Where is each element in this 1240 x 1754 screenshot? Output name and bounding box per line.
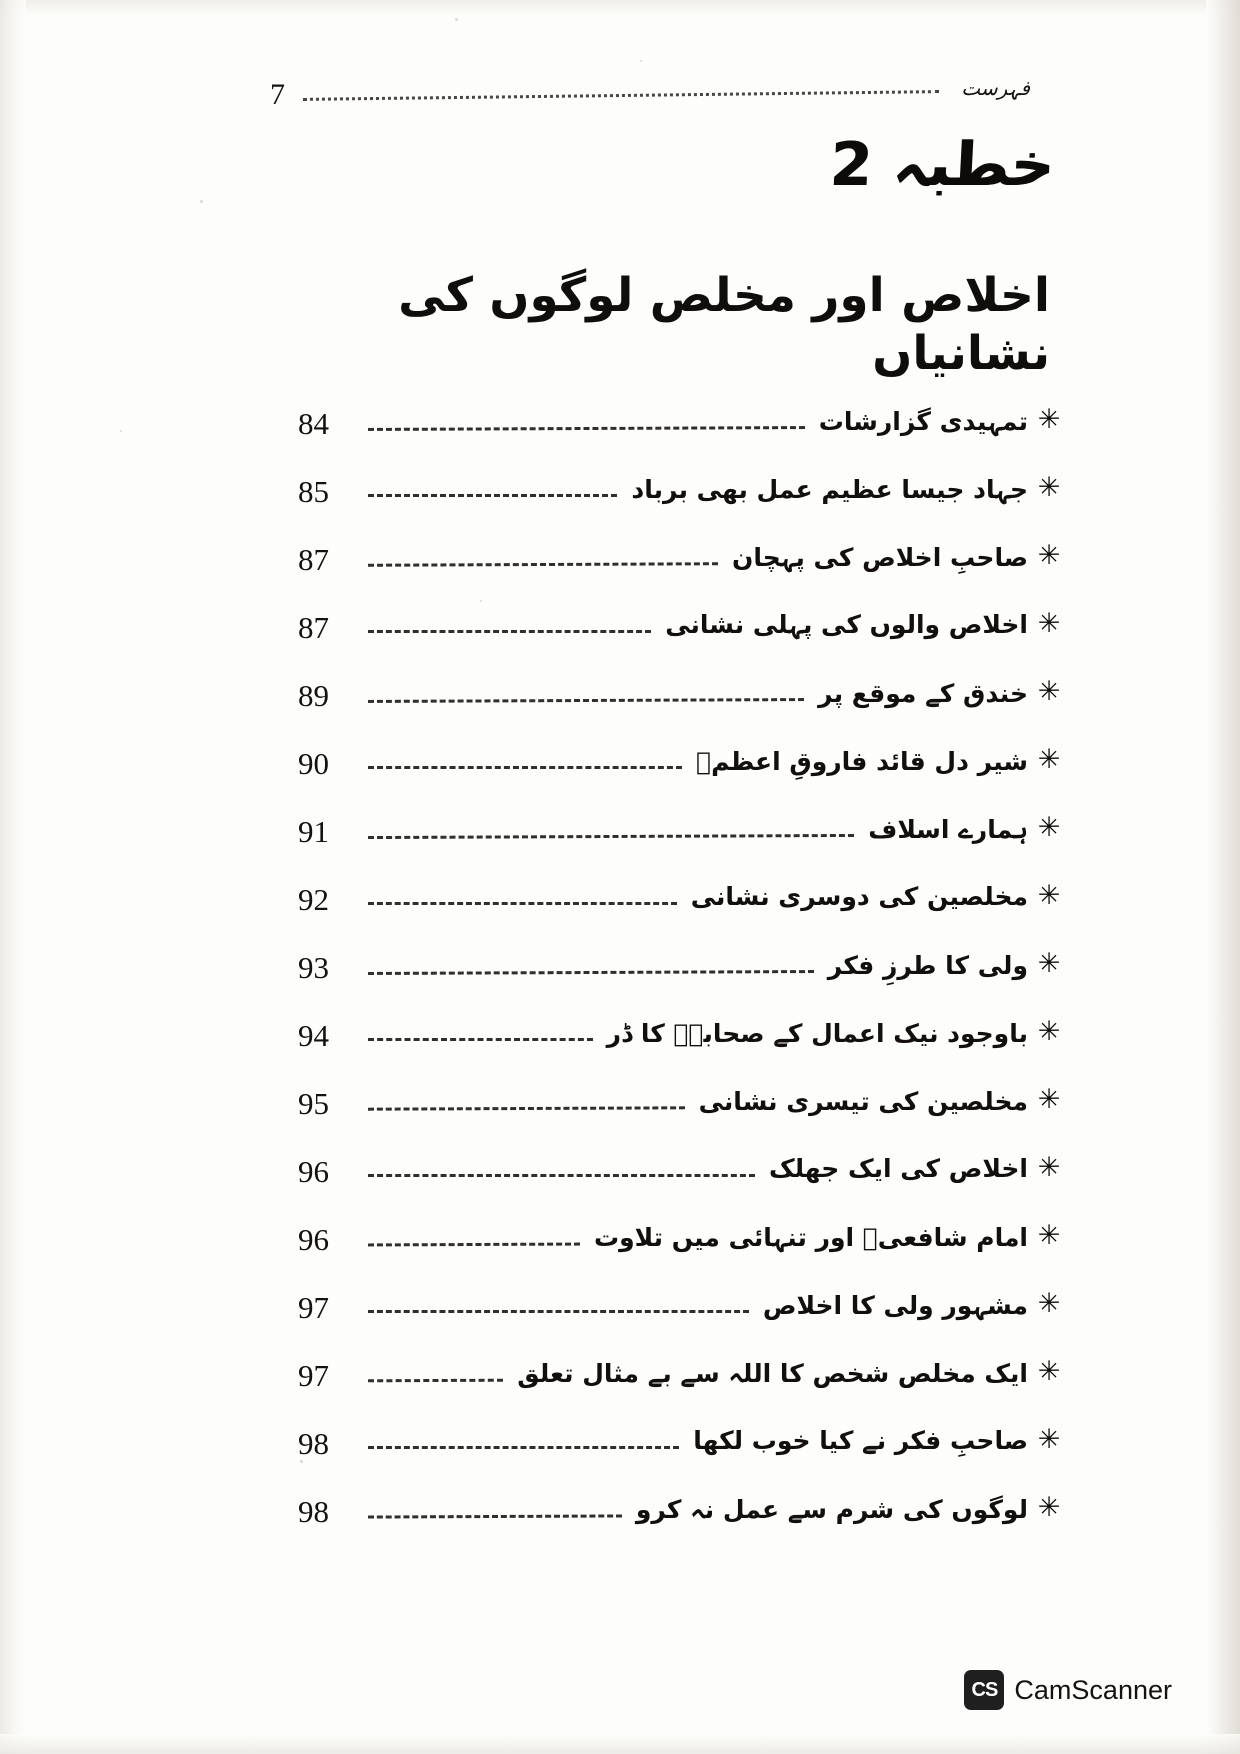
- asterisk-icon: ✳: [1037, 811, 1061, 843]
- asterisk-icon: ✳: [1037, 947, 1061, 979]
- camscanner-label: CamScanner: [1014, 1674, 1172, 1705]
- list-item[interactable]: [298, 1476, 1064, 1544]
- toc-entry-title: خندق کے موقع پر: [818, 679, 1028, 709]
- list-item[interactable]: [298, 864, 1064, 932]
- toc-entry-page: 87: [298, 541, 329, 577]
- toc-entry-title: لوگوں کی شرم سے عمل نہ کرو: [635, 1495, 1028, 1525]
- asterisk-icon: ✳: [1037, 471, 1061, 503]
- toc-leader: [368, 766, 682, 771]
- toc-entry-page: 87: [298, 609, 329, 645]
- toc-leader: [368, 1242, 580, 1248]
- asterisk-icon: ✳: [1037, 403, 1061, 435]
- scan-edge-top: [0, 0, 1240, 16]
- chapter-title: اخلاص اور مخلص لوگوں کی نشانیاں: [398, 268, 1050, 381]
- toc-entry-page: 96: [298, 1153, 329, 1189]
- toc-entry-title: ایک مخلص شخص کا اللہ سے بے مثال تعلق: [517, 1359, 1028, 1389]
- list-item[interactable]: [298, 456, 1064, 524]
- scan-speck: [640, 60, 642, 62]
- toc-leader: [368, 902, 677, 907]
- toc-entry-title: مخلصین کی تیسری نشانی: [698, 1087, 1028, 1117]
- asterisk-icon: ✳: [1037, 1423, 1061, 1455]
- toc-leader: [368, 426, 805, 433]
- list-item[interactable]: [298, 592, 1064, 660]
- toc-entry-page: 94: [298, 1017, 329, 1053]
- toc-entry-page: 98: [298, 1425, 329, 1461]
- header-dotted-rule: [303, 90, 939, 109]
- asterisk-icon: ✳: [1037, 1151, 1061, 1183]
- list-item[interactable]: [298, 932, 1064, 1000]
- toc-leader: [368, 494, 617, 499]
- list-item[interactable]: [298, 524, 1064, 592]
- toc-entry-page: 84: [298, 405, 329, 441]
- toc-entry-title: تمہیدی گزارشات: [818, 407, 1028, 437]
- toc-leader: [368, 833, 854, 840]
- list-item[interactable]: [298, 1272, 1064, 1340]
- toc-entry-page: 95: [298, 1085, 329, 1121]
- toc-entry-title: امام شافعیؒ اور تنہائی میں تلاوت: [593, 1223, 1028, 1253]
- list-item[interactable]: [298, 1204, 1064, 1272]
- toc-entry-title: باوجود نیک اعمال کے صحابہؓ کا ڈر: [606, 1019, 1028, 1049]
- toc-entry-title: شیر دل قائد فاروقِ اعظمؓ: [696, 747, 1028, 777]
- toc-leader: [368, 1378, 503, 1384]
- scan-speck: [120, 430, 122, 432]
- khutba-label: خطبہ 2: [828, 130, 1056, 200]
- toc-entry-title: اخلاص کی ایک جھلک: [768, 1154, 1028, 1184]
- scan-edge-left: [0, 0, 26, 1754]
- toc-entry-page: 89: [298, 677, 329, 713]
- table-of-contents: [298, 388, 1064, 1544]
- scan-edge-bottom: [0, 1734, 1240, 1754]
- toc-leader: [368, 562, 718, 569]
- toc-entry-page: 97: [298, 1289, 329, 1325]
- list-item[interactable]: [298, 660, 1064, 728]
- asterisk-icon: ✳: [1037, 539, 1061, 571]
- toc-entry-title: جہاد جیسا عظیم عمل بھی برباد: [631, 475, 1028, 505]
- toc-leader: [368, 1310, 749, 1315]
- scan-edge-right: [1206, 0, 1240, 1754]
- asterisk-icon: ✳: [1037, 675, 1061, 707]
- list-item[interactable]: [298, 1408, 1064, 1476]
- page-header: [270, 78, 1030, 124]
- toc-leader: [368, 630, 651, 635]
- toc-leader: [368, 1514, 622, 1520]
- asterisk-icon: ✳: [1037, 1287, 1061, 1319]
- toc-leader: [368, 1106, 685, 1112]
- asterisk-icon: ✳: [1037, 1491, 1061, 1523]
- page-number: 7: [270, 78, 285, 111]
- toc-leader: [368, 970, 814, 977]
- asterisk-icon: ✳: [1037, 1083, 1061, 1115]
- list-item[interactable]: [298, 1340, 1064, 1408]
- asterisk-icon: ✳: [1037, 1015, 1061, 1047]
- asterisk-icon: ✳: [1037, 743, 1061, 775]
- header-title: فہرست: [961, 76, 1030, 100]
- asterisk-icon: ✳: [1037, 879, 1061, 911]
- toc-leader: [368, 1038, 593, 1043]
- asterisk-icon: ✳: [1037, 607, 1061, 639]
- toc-entry-title: مشہور ولی کا اخلاص: [762, 1291, 1028, 1321]
- toc-leader: [368, 1174, 755, 1179]
- list-item[interactable]: [298, 728, 1064, 796]
- list-item[interactable]: [298, 1000, 1064, 1068]
- list-item[interactable]: [298, 388, 1064, 456]
- toc-entry-title: اخلاص والوں کی پہلی نشانی: [665, 610, 1028, 640]
- toc-entry-title: مخلصین کی دوسری نشانی: [690, 882, 1028, 912]
- asterisk-icon: ✳: [1037, 1355, 1061, 1387]
- toc-leader: [368, 1446, 679, 1451]
- toc-leader: [368, 698, 804, 705]
- toc-entry-title: ہمارے اسلاف: [868, 815, 1028, 845]
- toc-entry-page: 91: [298, 813, 329, 849]
- toc-entry-title: ولی کا طرزِ فکر: [827, 951, 1028, 981]
- toc-entry-page: 90: [298, 745, 329, 781]
- camscanner-logo-icon: CS: [964, 1670, 1004, 1710]
- toc-entry-page: 98: [298, 1493, 329, 1529]
- toc-entry-page: 93: [298, 949, 329, 985]
- scan-speck: [200, 200, 203, 203]
- toc-entry-title: صاحبِ فکر نے کیا خوب لکھا: [693, 1426, 1028, 1456]
- camscanner-watermark: [964, 1670, 1172, 1710]
- toc-entry-page: 85: [298, 473, 329, 509]
- toc-entry-page: 97: [298, 1357, 329, 1393]
- list-item[interactable]: [298, 1068, 1064, 1136]
- list-item[interactable]: [298, 1136, 1064, 1204]
- asterisk-icon: ✳: [1037, 1219, 1061, 1251]
- toc-entry-title: صاحبِ اخلاص کی پہچان: [732, 543, 1028, 573]
- toc-entry-page: 92: [298, 881, 329, 917]
- list-item[interactable]: [298, 796, 1064, 864]
- scan-speck: [455, 18, 458, 21]
- toc-entry-page: 96: [298, 1221, 329, 1257]
